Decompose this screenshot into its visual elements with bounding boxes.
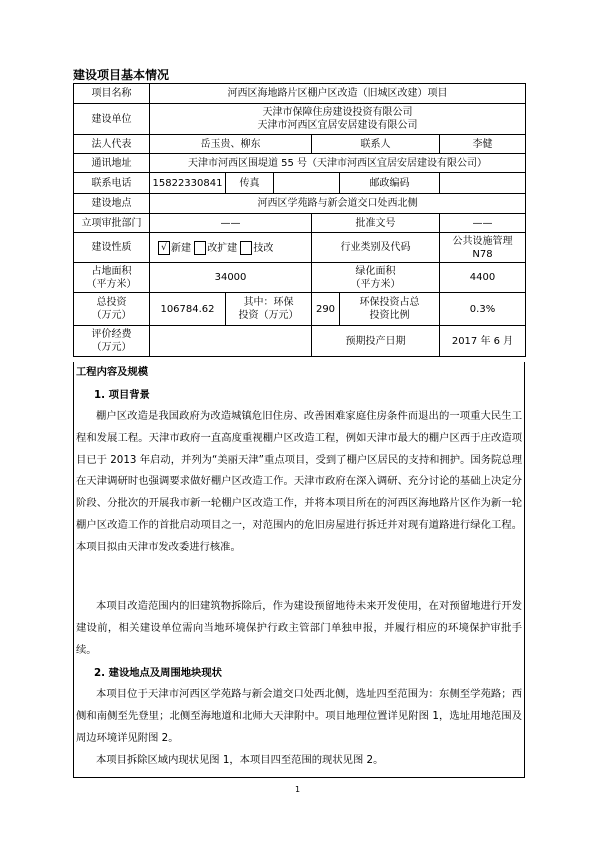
legal-rep-value: 岳玉贵、柳东 bbox=[150, 135, 312, 154]
industry-line-1: 公共设施管理 bbox=[452, 235, 513, 247]
nature-expand-label: 改扩建 bbox=[207, 242, 238, 254]
prod-date-label: 预期投产日期 bbox=[312, 326, 440, 357]
approval-no-label: 批准文号 bbox=[312, 214, 440, 233]
nature-tech-checkbox[interactable] bbox=[240, 241, 252, 255]
env-ratio-value: 0.3% bbox=[440, 293, 526, 326]
fax-value bbox=[274, 173, 340, 194]
industry-value bbox=[440, 233, 526, 263]
heading-location: 2. 建设地点及周围地块现状 bbox=[94, 667, 222, 679]
nature-label: 建设性质 bbox=[74, 233, 150, 263]
area-label bbox=[74, 263, 150, 293]
row-legal-rep bbox=[74, 135, 526, 154]
nature-new-label: 新建 bbox=[171, 242, 191, 254]
row-investment bbox=[74, 293, 526, 326]
env-invest-label-line-1: 其中：环保 bbox=[243, 297, 294, 308]
eval-fee-label-line-2: （万元） bbox=[91, 342, 132, 353]
row-area bbox=[74, 263, 526, 293]
env-invest-label bbox=[226, 293, 312, 326]
nature-new-checkbox[interactable]: √ bbox=[158, 241, 170, 255]
green-label-line-2: （平方米） bbox=[350, 278, 401, 290]
project-content-section bbox=[73, 362, 525, 778]
area-label-line-2: （平方米） bbox=[86, 278, 137, 290]
green-label-line-1: 绿化面积 bbox=[355, 265, 396, 277]
approval-no-value: —— bbox=[440, 214, 526, 233]
contact-label: 联系人 bbox=[312, 135, 440, 154]
approval-dept-value: —— bbox=[150, 214, 312, 233]
paragraph-background: 棚户区改造是我国政府为改造城镇危旧住房、改善困难家庭住房条件而退出的一项重大民生工程和发展工程。天津市政府一直高度重视棚户区改造工程，例如天津市最大的棚户区西于庄改造项目已于 2013 年启动，并列为“美丽天津”重点项目，受到了棚户区居民的支持和拥护。国务院总理在天津调研时也强调要求做好棚户区改造工作。天津市政府在深入调研、充分讨论的基础上决定分阶段、分批次的开展我市新一轮棚户区改造工作，并将本项目所在的河西区海地路片区作为新一轮棚户区改造工作的首批启动项目之一，对范围内的危旧房屋进行拆迁并对现有道路进行绿化工程。本项目拟由天津市发改委进行核准。 bbox=[76, 410, 522, 553]
postcode-label: 邮政编码 bbox=[340, 173, 440, 194]
address-label: 通讯地址 bbox=[74, 154, 150, 173]
eval-fee-value bbox=[150, 326, 312, 357]
green-value: 4400 bbox=[440, 263, 526, 293]
row-phone bbox=[74, 173, 526, 194]
heading-background: 1. 项目背景 bbox=[94, 389, 150, 401]
eval-fee-label-line-1: 评价经费 bbox=[91, 329, 132, 340]
env-ratio-label-line-2: 投资比例 bbox=[369, 310, 410, 321]
eval-fee-label bbox=[74, 326, 150, 357]
env-ratio-label bbox=[340, 293, 440, 326]
nature-options bbox=[150, 233, 312, 263]
row-project-name bbox=[74, 84, 526, 104]
invest-label-line-2: （万元） bbox=[91, 310, 132, 321]
paragraph-location: 本项目位于天津市河西区学苑路与新会道交口处西北侧，选址四至范围为：东侧至学苑路；西侧和南侧至先登里；北侧至海地道和北师大天津附中。项目地理位置详见附图 1，选址用地范围及周边环境详见附图 2。 bbox=[76, 688, 522, 744]
env-invest-label-line-2: 投资（万元） bbox=[238, 310, 299, 321]
row-builder bbox=[74, 104, 526, 135]
builder-value bbox=[150, 104, 526, 135]
project-name-label: 项目名称 bbox=[74, 84, 150, 104]
nature-tech-label: 技改 bbox=[253, 242, 274, 254]
project-info-table bbox=[73, 83, 526, 357]
location-label: 建设地点 bbox=[74, 194, 150, 214]
page-heading: 建设项目基本情况 bbox=[73, 68, 170, 82]
invest-label-line-1: 总投资 bbox=[96, 297, 127, 308]
contact-value: 李健 bbox=[440, 135, 526, 154]
paragraph-reserved-land: 本项目改造范围内的旧建筑物拆除后，作为建设预留地待未来开发使用，在对预留地进行开发建设前，相关建设单位需向当地环境保护行政主管部门单独申报，并履行相应的环境保护审批手续。 bbox=[76, 600, 522, 656]
area-label-line-1: 占地面积 bbox=[91, 265, 132, 277]
phone-label: 联系电话 bbox=[74, 173, 150, 194]
postcode-value bbox=[440, 173, 526, 194]
row-nature bbox=[74, 233, 526, 263]
legal-rep-label: 法人代表 bbox=[74, 135, 150, 154]
page-number: 1 bbox=[294, 785, 301, 794]
green-label bbox=[312, 263, 440, 293]
project-name-value: 河西区海地路片区棚户区改造（旧城区改建）项目 bbox=[150, 84, 526, 104]
fax-label: 传真 bbox=[226, 173, 274, 194]
env-ratio-label-line-1: 环保投资占总 bbox=[359, 297, 420, 308]
invest-value: 106784.62 bbox=[150, 293, 226, 326]
industry-line-2: N78 bbox=[472, 248, 493, 260]
location-value: 河西区学苑路与新会道交口处西北侧 bbox=[150, 194, 526, 214]
builder-line-1: 天津市保障住房建设投资有限公司 bbox=[262, 107, 413, 118]
section-title: 工程内容及规模 bbox=[76, 366, 149, 378]
row-approval bbox=[74, 214, 526, 233]
invest-label bbox=[74, 293, 150, 326]
phone-value: 15822330841 bbox=[150, 173, 226, 194]
row-location bbox=[74, 194, 526, 214]
builder-line-2: 天津市河西区宜居安居建设有限公司 bbox=[257, 120, 418, 131]
builder-label: 建设单位 bbox=[74, 104, 150, 135]
industry-label: 行业类别及代码 bbox=[312, 233, 440, 263]
row-address bbox=[74, 154, 526, 173]
nature-expand-checkbox[interactable] bbox=[194, 241, 206, 255]
approval-dept-label: 立项审批部门 bbox=[74, 214, 150, 233]
area-value: 34000 bbox=[150, 263, 312, 293]
row-eval-fee bbox=[74, 326, 526, 357]
prod-date-value: 2017 年 6 月 bbox=[440, 326, 526, 357]
env-invest-value: 290 bbox=[312, 293, 340, 326]
address-value: 天津市河西区围堤道 55 号（天津市河西区宜居安居建设有限公司） bbox=[150, 154, 526, 173]
paragraph-status: 本项目拆除区域内现状见图 1，本项目四至范围的现状见图 2。 bbox=[96, 754, 384, 766]
